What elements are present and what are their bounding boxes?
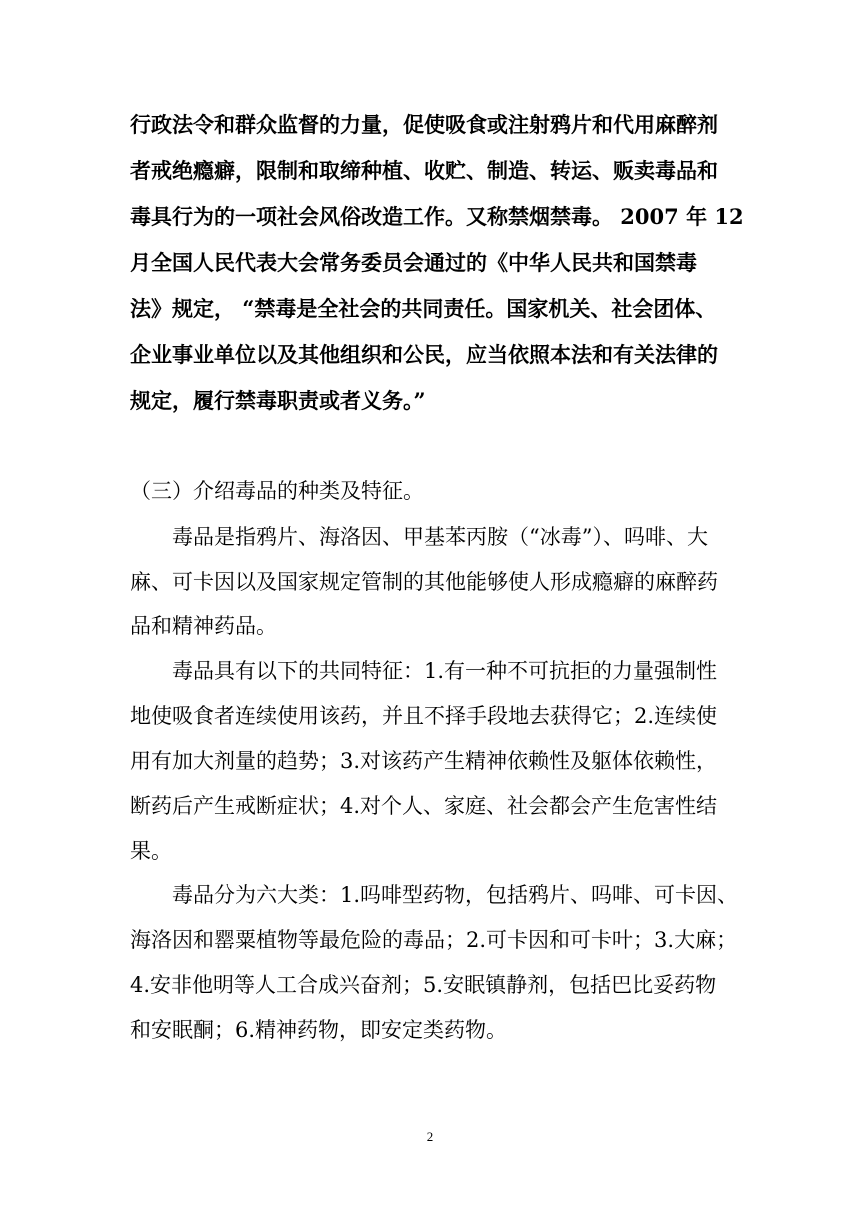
paragraph-line: 4.安非他明等人工合成兴奋剂；5.安眠镇静剂，包括巴比妥药物 bbox=[130, 973, 717, 997]
paragraph-line: 地使吸食者连续使用该药，并且不择手段地去获得它；2.连续使 bbox=[130, 704, 718, 728]
page-number: 2 bbox=[426, 1129, 434, 1144]
paragraph-line: 品和精神药品。 bbox=[130, 614, 277, 638]
paragraph-line: 果。 bbox=[130, 839, 172, 863]
paragraph-line: 海洛因和罂粟植物等最危险的毒品；2.可卡因和可卡叶；3.大麻； bbox=[130, 928, 738, 952]
paragraph-line: 和安眠酮；6.精神药物，即安定类药物。 bbox=[130, 1018, 508, 1042]
paragraph-line: 毒具行为的一项社会风俗改造工作。又称禁烟禁毒。 2007 年 12 bbox=[130, 204, 744, 229]
paragraph-line: 行政法令和群众监督的力量，促使吸食或注射鸦片和代用麻醉剂 bbox=[130, 112, 718, 137]
paragraph-line: 用有加大剂量的趋势；3.对该药产生精神依赖性及躯体依赖性， bbox=[130, 749, 718, 773]
paragraph-line: 毒品是指鸦片、海洛因、甲基苯丙胺（“冰毒”）、吗啡、大 bbox=[172, 525, 708, 549]
paragraph-line: 规定，履行禁毒职责或者义务。” bbox=[130, 388, 426, 413]
paragraph-line: 法》规定， “禁毒是全社会的共同责任。国家机关、社会团体、 bbox=[130, 296, 717, 321]
section-heading: （三）介绍毒品的种类及特征。 bbox=[130, 479, 424, 503]
paragraph-line: 者戒绝瘾癖，限制和取缔种植、收贮、制造、转运、贩卖毒品和 bbox=[130, 158, 718, 183]
paragraph-line: 毒品具有以下的共同特征：1.有一种不可抗拒的力量强制性 bbox=[172, 659, 718, 683]
paragraph-line: 毒品分为六大类：1.吗啡型药物，包括鸦片、吗啡、可卡因、 bbox=[172, 883, 739, 907]
paragraph-line: 断药后产生戒断症状；4.对个人、家庭、社会都会产生危害性结 bbox=[130, 794, 718, 818]
paragraph-line: 月全国人民代表大会常务委员会通过的《中华人民共和国禁毒 bbox=[130, 250, 697, 275]
paragraph-line: 麻、可卡因以及国家规定管制的其他能够使人形成瘾癖的麻醉药 bbox=[130, 570, 718, 594]
paragraph-line: 企业事业单位以及其他组织和公民，应当依照本法和有关法律的 bbox=[130, 342, 718, 367]
